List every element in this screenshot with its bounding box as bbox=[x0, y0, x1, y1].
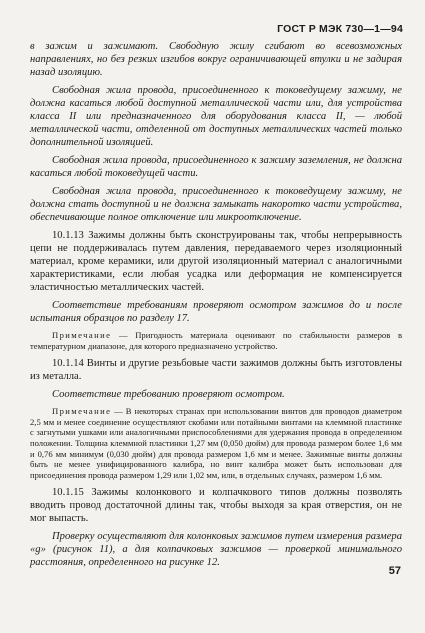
note-2-text: — В некоторых странах при использовании винтов для проводов диаметром 2,5 мм и менее соединение осуществляют скобами или потайными винтами на клеммной пластинке с загнутыми ушками или аналогичными приспособлениями для удержания провода в определенном положении. Толщина клеммной пластинки 1,27 мм (0,050 дюйм) для провода размером более 1,6 мм и 0,76 мм минимум (0,030 дюйм) для провода размером 1,6 мм и менее. Зажимные винты должны быть не менее унифицированного калибра, но винт калибра может быть использован для присоединения провода размером 1,29 или 1,02 мм, или, в отдельных случаях, размером 1,6 мм. bbox=[30, 406, 402, 480]
paragraph-p1: в зажим и зажимают. Свободную жилу сгибают во всевозможных направлениях, но без резких изгибов вокруг ограничивающей втулки и не задирая назад изоляцию. bbox=[30, 41, 402, 78]
compliance-10-1-14: Соответствие требованию проверяют осмотром. bbox=[52, 389, 285, 401]
compliance-10-1-15: Проверку осуществляют для колонковых зажимов путем измерения размера «g» (рисунок 11), а для колпачковых зажимов — проверкой минимального расстояния, определенного на рисунке 12. bbox=[30, 531, 402, 569]
paragraph-p4: Свободная жила провода, присоединенного к токоведущему зажиму, не должна стать доступной и не должна замыкать накоротко части устройства, обеспечивающие полное отключение или микроотключение. bbox=[30, 186, 402, 223]
clause-10-1-13: 10.1.13 Зажимы должны быть сконструированы так, чтобы непрерывность цепи не поддерживалась путем давления, передаваемого через изоляционный материал, кроме керамики, или другой изоляционный материал с аналогичными характеристиками, если любая усадка или деформация не компенсируется эластичностью металлических частей. bbox=[30, 230, 402, 293]
paragraph-p3: Свободная жила провода, присоединенного к зажиму заземления, не должна касаться любой токоведущей части. bbox=[30, 155, 402, 179]
page-number: 57 bbox=[388, 565, 401, 577]
note-1 bbox=[30, 330, 402, 351]
compliance-10-1-13: Соответствие требованиям проверяют осмотром зажимов до и после испытания образцов по разделу 17. bbox=[30, 300, 402, 324]
page-body bbox=[30, 40, 402, 574]
note-1-text: — Пригодность материала оценивают по стабильности размеров в температурном диапазоне, для которого предназначено устройство. bbox=[30, 330, 402, 351]
note-2-label: Примечание bbox=[52, 406, 112, 417]
note-1-label: Примечание bbox=[52, 330, 112, 340]
clause-10-1-14: 10.1.14 Винты и другие резьбовые части зажимов должны быть изготовлены из металла. bbox=[30, 358, 402, 383]
clause-10-1-15: 10.1.15 Зажимы колонкового и колпачкового типов должны позволять вводить провод достаточной длины так, чтобы выходя за края отверстия, он не мог выпасть. bbox=[30, 487, 402, 525]
paragraph-p2: Свободная жила провода, присоединенного к токоведущему зажиму, не должна касаться любой доступной металлической части или, для устройства класса II или предназначенного для оборудования класса II, — любой металлической части, отделенной от доступных металлических частей только дополнительной изоляцией. bbox=[30, 85, 402, 148]
standard-header: ГОСТ Р МЭК 730—1—94 bbox=[277, 23, 403, 35]
note-2 bbox=[30, 406, 402, 480]
